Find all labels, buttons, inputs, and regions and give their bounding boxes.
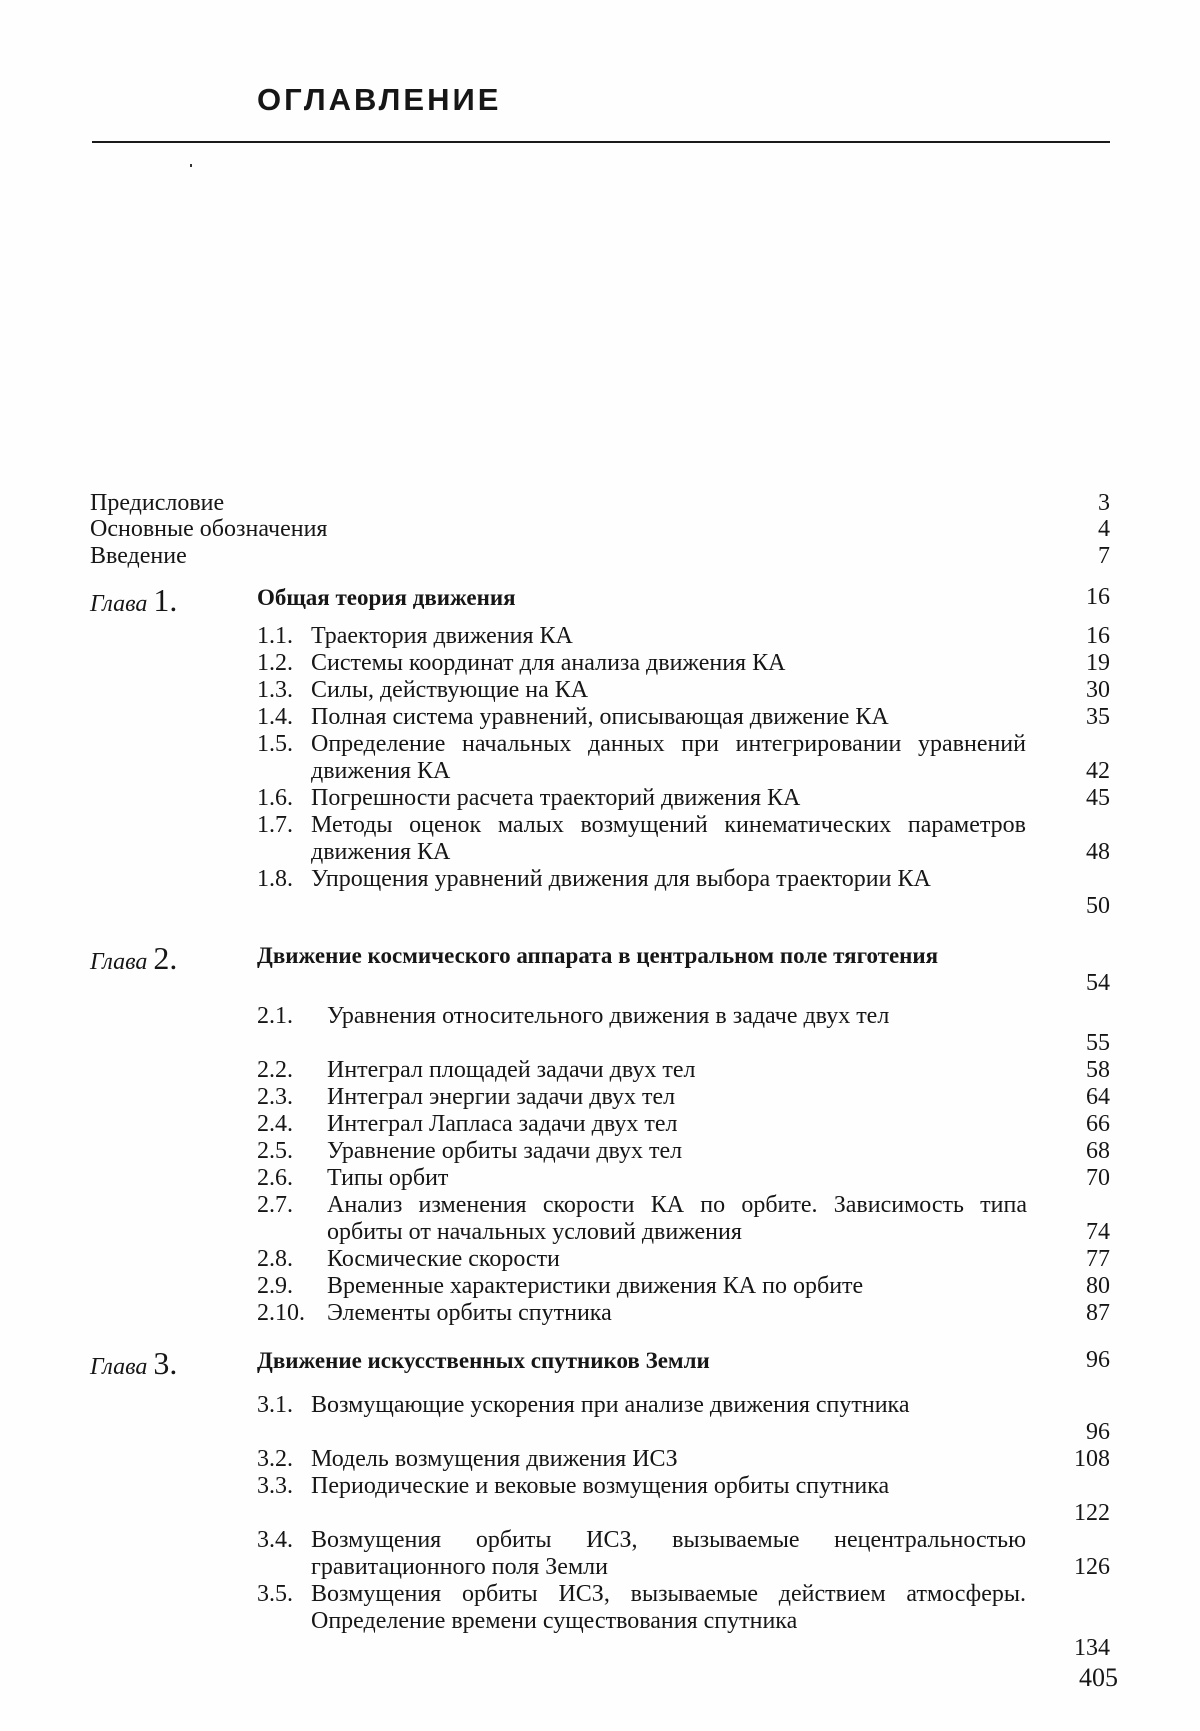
chapter-label: Глава 3. [90,1345,178,1381]
section-entry: 3.1. Возмущающие ускорения при анализе движения спутника 96 [257,1392,1110,1445]
toc-entry-page: 4 [1098,516,1110,542]
section-entry: 1.5. Определение начальных данных при интегрировании уравнений движения КА 42 [257,731,1110,784]
page-title: ОГЛАВЛЕНИЕ [257,82,502,117]
toc-entry-notation [90,516,1110,542]
chapter-page: 54 [1086,970,1110,996]
toc-entry-introduction [90,543,1110,569]
section-entry: 3.4. Возмущения орбиты ИСЗ, вызываемые нецентральностью гравитационного поля Земли 126 [257,1527,1110,1580]
chapter-2-heading [90,940,1110,996]
toc-entry-title: Введение [90,543,187,569]
rule-mark [190,164,192,167]
chapter-page: 16 [1086,584,1110,610]
chapter-title: Движение космического аппарата в центральном поле тяготения [257,943,939,968]
chapter-page: 96 [1086,1347,1110,1373]
section-entry: 3.5. Возмущения орбиты ИСЗ, вызываемые действием атмосферы. Определение времени существования спутника 134 [257,1581,1110,1661]
section-entry: 2.7. Анализ изменения скорости КА по орбите. Зависимость типа орбиты от начальных условий движения 74 [257,1192,1110,1245]
toc-entry-page: 7 [1098,543,1110,569]
toc-entry-title: Основные обозначения [90,516,328,542]
toc-entry-preface [90,490,1110,516]
chapter-title: Общая теория движения [257,585,516,610]
chapter-label: Глава 2. [90,940,178,976]
section-entry: 1.8. Упрощения уравнений движения для выбора траектории КА 50 [257,866,1110,919]
chapter-label: Глава 1. [90,582,178,618]
chapter-title: Движение искусственных спутников Земли [257,1348,710,1373]
page-number: 405 [1079,1663,1118,1692]
toc-entry-page: 3 [1098,490,1110,516]
section-entry: 1.7. Методы оценок малых возмущений кинематических параметров движения КА 48 [257,812,1110,865]
toc-entry-title: Предисловие [90,490,225,516]
section-entry: 2.1. Уравнения относительного движения в задаче двух тел 55 [257,1003,1110,1056]
section-entry: 3.3. Периодические и вековые возмущения орбиты спутника 122 [257,1473,1110,1526]
header-rule [92,141,1110,143]
